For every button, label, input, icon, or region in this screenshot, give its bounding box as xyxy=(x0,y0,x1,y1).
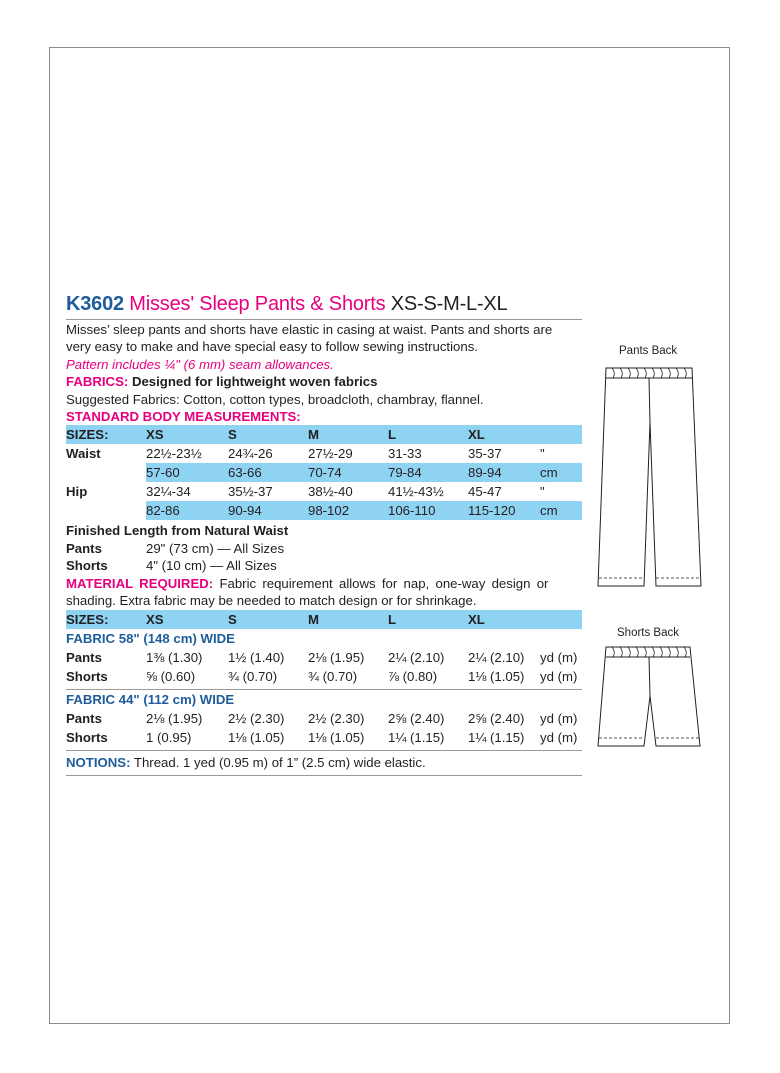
fabrics-line xyxy=(66,373,582,390)
table-cell: 70-74 xyxy=(308,463,388,482)
table-cell: 22½-23½ xyxy=(146,446,202,462)
description-line-2: very easy to make and have special easy to follow sewing instructions. xyxy=(66,339,478,355)
table-cell: 24¾-26 xyxy=(228,446,273,462)
table-cell: 2⅛ (1.95) xyxy=(308,649,365,665)
seam-allowance-note: Pattern includes ¼" (6 mm) seam allowances. xyxy=(66,356,334,372)
finished-length-heading: Finished Length from Natural Waist xyxy=(66,523,289,539)
header-cell xyxy=(540,610,582,629)
table-cell: 45-47 xyxy=(468,484,502,500)
table-cell: 63-66 xyxy=(228,463,308,482)
table-cell: 106-110 xyxy=(388,501,468,520)
measurements-header-row xyxy=(66,425,582,444)
finished-length-table xyxy=(66,540,582,575)
pattern-info xyxy=(66,291,582,776)
table-cell: 41½-43½ xyxy=(388,484,444,500)
measurements-heading: STANDARD BODY MEASUREMENTS: xyxy=(66,409,301,425)
material-table xyxy=(66,610,582,686)
material-table-44 xyxy=(66,690,582,747)
suggested-fabrics: Suggested Fabrics: Cotton, cotton types, broadcloth, chambray, flannel. xyxy=(66,391,484,407)
shorts-back-label: Shorts Back xyxy=(617,627,679,639)
unit-cell: yd (m) xyxy=(540,649,578,665)
table-cell: 1½ (1.40) xyxy=(228,649,285,665)
table-cell: 2¼ (2.10) xyxy=(388,649,445,665)
table-cell: 98-102 xyxy=(308,501,388,520)
table-cell: 90-94 xyxy=(228,501,308,520)
table-row xyxy=(66,501,582,520)
table-cell: 2⅝ (2.40) xyxy=(468,710,525,726)
table-cell: 89-94 xyxy=(468,463,540,482)
material-line-2: shading. Extra fabric may be needed to match design or for shrinkage. xyxy=(66,593,477,609)
unit-cell: " xyxy=(540,446,545,462)
row-label xyxy=(66,501,146,520)
table-cell: 57-60 xyxy=(146,463,228,482)
unit-cell: yd (m) xyxy=(540,729,578,745)
material-line xyxy=(66,575,582,592)
table-cell: 29" (73 cm) — All Sizes xyxy=(146,540,285,556)
row-label: Pants xyxy=(66,710,102,726)
table-row xyxy=(66,667,582,686)
table-cell: 1 (0.95) xyxy=(146,729,192,745)
table-cell: 79-84 xyxy=(388,463,468,482)
table-row xyxy=(66,728,582,747)
table-cell: 31-33 xyxy=(388,446,422,462)
table-cell: 1⅜ (1.30) xyxy=(146,649,203,665)
material-label: MATERIAL REQUIRED: xyxy=(66,575,214,591)
header-cell: XS xyxy=(146,610,228,629)
table-cell: 38½-40 xyxy=(308,484,353,500)
header-cell: M xyxy=(308,610,388,629)
header-cell: XS xyxy=(146,425,228,444)
table-row xyxy=(66,709,582,728)
table-cell: 1⅛ (1.05) xyxy=(308,729,365,745)
row-label xyxy=(66,463,146,482)
material-header-row xyxy=(66,610,582,629)
table-row xyxy=(66,444,582,463)
table-cell: 82-86 xyxy=(146,501,228,520)
row-label: Waist xyxy=(66,446,101,462)
table-cell: 115-120 xyxy=(468,501,540,520)
table-cell: ⅞ (0.80) xyxy=(388,668,438,684)
table-cell: 27½-29 xyxy=(308,446,353,462)
table-cell: 35½-37 xyxy=(228,484,273,500)
table-cell: 1⅛ (1.05) xyxy=(468,668,525,684)
fabric-heading-row xyxy=(66,690,582,709)
pattern-name: Misses' Sleep Pants & Shorts xyxy=(129,293,386,315)
unit-cell: " xyxy=(540,484,545,500)
title-divider xyxy=(66,319,582,320)
unit-cell: cm xyxy=(540,463,582,482)
header-cell: SIZES: xyxy=(66,425,146,444)
fabric-heading-row xyxy=(66,629,582,648)
table-cell: 2½ (2.30) xyxy=(308,710,365,726)
table-cell: ¾ (0.70) xyxy=(308,668,358,684)
table-row xyxy=(66,557,582,575)
header-cell: L xyxy=(388,610,468,629)
table-row xyxy=(66,648,582,667)
header-cell: S xyxy=(228,610,308,629)
row-label: Hip xyxy=(66,484,88,500)
fabrics-label: FABRICS: xyxy=(66,374,129,390)
row-label: Pants xyxy=(66,540,102,556)
table-cell: 2⅛ (1.95) xyxy=(146,710,203,726)
notions-line xyxy=(66,754,582,771)
header-cell: L xyxy=(388,425,468,444)
row-label: Shorts xyxy=(66,668,108,684)
row-label: Pants xyxy=(66,649,102,665)
table-cell: 4" (10 cm) — All Sizes xyxy=(146,558,277,574)
pants-back-illustration xyxy=(594,362,704,592)
pattern-sizes: XS-S-M-L-XL xyxy=(390,293,508,315)
table-row xyxy=(66,463,582,482)
notions-text: Thread. 1 yed (0.95 m) of 1” (2.5 cm) wide elastic. xyxy=(133,754,426,770)
fabrics-text: Designed for lightweight woven fabrics xyxy=(131,374,378,390)
pants-back-label: Pants Back xyxy=(619,345,678,357)
header-cell: XL xyxy=(468,610,540,629)
fabric-58-heading: FABRIC 58" (148 cm) WIDE xyxy=(66,630,235,646)
table-cell: 2⅝ (2.40) xyxy=(388,710,445,726)
table-cell: ¾ (0.70) xyxy=(228,668,278,684)
description-line-1: Misses’ sleep pants and shorts have elastic in casing at waist. Pants and shorts are xyxy=(66,322,553,337)
table-cell: 35-37 xyxy=(468,446,502,462)
shorts-back-illustration xyxy=(596,642,702,752)
unit-cell: yd (m) xyxy=(540,710,578,726)
notions-divider xyxy=(66,750,582,751)
material-text: Fabric requirement allows for nap, one-way design or xyxy=(219,575,549,591)
table-row xyxy=(66,482,582,501)
notions-label: NOTIONS: xyxy=(66,754,131,770)
unit-cell: yd (m) xyxy=(540,668,578,684)
table-cell: 1⅛ (1.05) xyxy=(228,729,285,745)
table-cell: ⅝ (0.60) xyxy=(146,668,196,684)
table-row xyxy=(66,540,582,558)
header-cell: S xyxy=(228,425,308,444)
row-label: Shorts xyxy=(66,729,108,745)
pattern-code: K3602 xyxy=(66,293,124,315)
measurements-table xyxy=(66,425,582,520)
table-cell: 1¼ (1.15) xyxy=(468,729,525,745)
row-label: Shorts xyxy=(66,558,108,574)
table-cell: 1¼ (1.15) xyxy=(388,729,445,745)
header-cell xyxy=(540,425,582,444)
header-cell: XL xyxy=(468,425,540,444)
pattern-title xyxy=(66,291,582,317)
unit-cell: cm xyxy=(540,501,582,520)
fabric-44-heading: FABRIC 44" (112 cm) WIDE xyxy=(66,691,235,707)
header-cell: SIZES: xyxy=(66,610,146,629)
table-cell: 2¼ (2.10) xyxy=(468,649,525,665)
table-cell: 2½ (2.30) xyxy=(228,710,285,726)
bottom-divider xyxy=(66,775,582,776)
header-cell: M xyxy=(308,425,388,444)
table-cell: 32¼-34 xyxy=(146,484,191,500)
